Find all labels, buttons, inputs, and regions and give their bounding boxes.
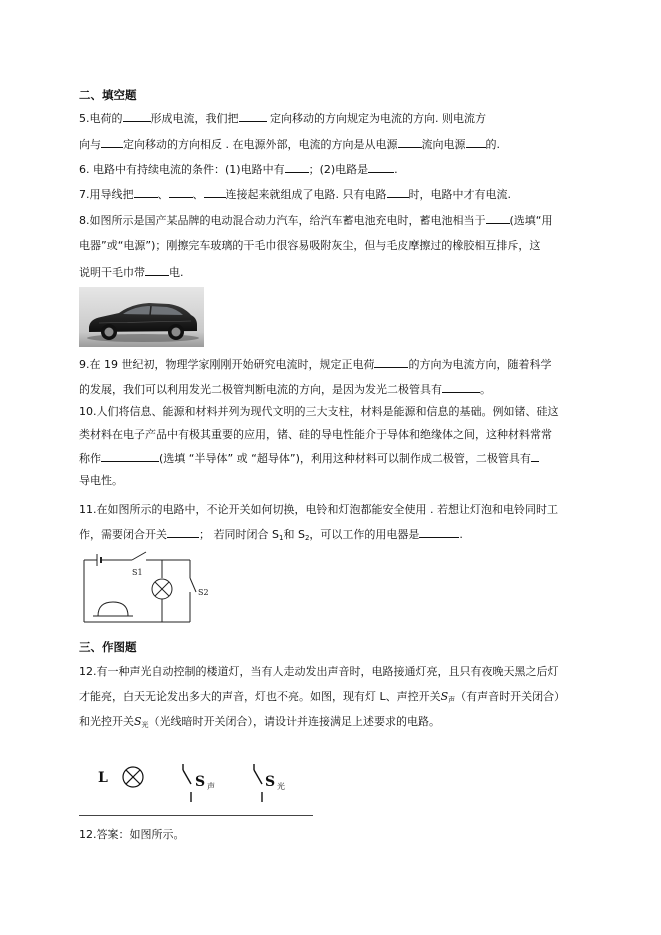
q7-text-1: 7.用导线把 bbox=[79, 188, 134, 201]
question-12-line-3 bbox=[79, 714, 440, 733]
q7-text-3: 、 bbox=[192, 188, 204, 201]
answer-blank bbox=[145, 264, 169, 276]
answer-blank bbox=[169, 186, 193, 198]
q5-text-3: 定向移动的方向规定为电流的方向. 则电流方 bbox=[266, 112, 486, 125]
q11-subscript-1: 1 bbox=[278, 534, 284, 542]
light-switch-icon bbox=[254, 764, 262, 802]
question-12-line-1: 12.有一种声光自动控制的楼道灯，当有人走动发出声音时，电路接通灯亮，且只有夜晚天黑之后灯 bbox=[79, 665, 559, 678]
answer-blank bbox=[167, 526, 199, 538]
q11-subscript-2: 2 bbox=[304, 534, 310, 542]
question-8-line-3 bbox=[79, 264, 184, 281]
question-12-line-2 bbox=[79, 689, 565, 708]
answer-blank bbox=[466, 136, 486, 148]
switch-s1-label: S1 bbox=[132, 568, 143, 577]
q12-text-3: 和光控开关 bbox=[79, 715, 134, 728]
q12-text-2: （有声音时开关闭合） bbox=[455, 690, 566, 703]
car-illustration bbox=[79, 287, 204, 347]
q6-text-3: . bbox=[394, 163, 398, 176]
q6-text-2: ；(2)电路是 bbox=[308, 163, 369, 176]
answer-blank bbox=[285, 161, 309, 173]
q12-switch-symbol: S bbox=[440, 690, 449, 703]
answer-blank bbox=[204, 186, 226, 198]
question-5-line-1 bbox=[79, 110, 486, 127]
answer-blank bbox=[442, 381, 480, 393]
q9-text-3: 的发展，我们可以利用发光二极管判断电流的方向，是因为发光二极管具有 bbox=[79, 383, 442, 396]
q12-light-switch-symbol: S bbox=[134, 715, 142, 728]
q9-text-2: 的方向为电流方向，随着科学 bbox=[408, 358, 552, 371]
answer-blank bbox=[398, 136, 422, 148]
q9-text-1: 9.在 19 世纪初，物理学家刚刚开始研究电流时，规定正电荷 bbox=[79, 358, 375, 371]
answer-blank bbox=[374, 356, 408, 368]
q10-text-1: 称作 bbox=[79, 452, 101, 465]
question-11-line-2 bbox=[79, 526, 463, 546]
sound-switch-icon bbox=[183, 764, 191, 802]
section-fill-title: 二、填空题 bbox=[79, 88, 137, 102]
section-draw-title: 三、作图题 bbox=[79, 640, 137, 654]
answer-blank bbox=[101, 136, 123, 148]
switch-s2-label: S2 bbox=[198, 588, 209, 597]
question-10-line-2: 类材料在电子产品中有极其重要的应用，锗、硅的导电性能介于导体和绝缘体之间，这种材料常常 bbox=[79, 428, 552, 441]
answer-blank bbox=[387, 186, 409, 198]
q5-text-1: 5.电荷的 bbox=[79, 112, 123, 125]
lamp-icon bbox=[123, 767, 143, 787]
q7-text-2: 、 bbox=[157, 188, 169, 201]
answer-blank bbox=[101, 450, 159, 462]
answer-blank bbox=[239, 110, 267, 122]
q11-text-4: ，可以工作的用电器是 bbox=[309, 528, 420, 541]
q5-text-2: 形成电流，我们把 bbox=[150, 112, 239, 125]
question-5-line-2 bbox=[79, 136, 500, 153]
q10-text-2: (选填 “半导体” 或 “超导体”)，利用这种材料可以制作成二极管，二极管具有 bbox=[159, 452, 531, 465]
q5-text-5: 定向移动的方向相反 . 在电源外部，电流的方向是从电源 bbox=[123, 138, 398, 151]
q5-text-6: 流向电源 bbox=[421, 138, 466, 151]
light-switch-label: S bbox=[265, 774, 276, 790]
q7-text-4: 连接起来就组成了电路. 只有电路 bbox=[225, 188, 387, 201]
question-11-line-1: 11.在如图所示的电路中，不论开关如何切换，电铃和灯泡都能安全使用 . 若想让灯泡和电铃同时工 bbox=[79, 503, 558, 516]
answer-blank bbox=[419, 526, 459, 538]
circuit-diagram-q11 bbox=[82, 550, 212, 626]
question-7 bbox=[79, 186, 511, 203]
q9-text-4: 。 bbox=[480, 383, 491, 396]
q12-text-1: 才能亮，白天无论发出多大的声音，灯也不亮。如图，现有灯 L、声控开关 bbox=[79, 690, 441, 703]
q5-text-4: 向与 bbox=[79, 138, 101, 151]
question-8-line-1 bbox=[79, 212, 553, 229]
question-9-line-1 bbox=[79, 356, 551, 373]
q12-text-4: （光线暗时开关闭合），请设计并连接满足上述要求的电路。 bbox=[148, 715, 441, 728]
q8-text-1: 8.如图所示是国产某品牌的电动混合动力汽车，给汽车蓄电池充电时，蓄电池相当于 bbox=[79, 214, 486, 227]
question-10-line-4: 导电性。 bbox=[79, 474, 123, 487]
circuit-svg bbox=[82, 550, 212, 626]
lamp-label: L bbox=[98, 770, 108, 786]
q11-text-5: . bbox=[459, 528, 463, 541]
q5-text-7: 的. bbox=[485, 138, 500, 151]
answer-blank bbox=[368, 161, 394, 173]
components-q12 bbox=[95, 760, 305, 804]
q8-text-2: (选填“用 bbox=[509, 214, 553, 227]
answer-blank bbox=[123, 110, 151, 122]
divider bbox=[79, 815, 313, 816]
question-10-line-1: 10.人们将信息、能源和材料并列为现代文明的三大支柱，材料是能源和信息的基础。例如锗、硅这 bbox=[79, 405, 559, 418]
q11-text-1: 作，需要闭合开关 bbox=[79, 528, 167, 541]
q12-light-switch-symbol-sub: 光 bbox=[141, 721, 149, 729]
answer-blank bbox=[531, 450, 539, 462]
question-8-line-2: 电器”或“电源”)；刚擦完车玻璃的干毛巾很容易吸附灰尘，但与毛皮摩擦过的橡胶相互排斥，这 bbox=[79, 239, 541, 252]
q11-text-2: ； 若同时闭合 S bbox=[199, 528, 279, 541]
q6-text-1: 6. 电路中有持续电流的条件：(1)电路中有 bbox=[79, 163, 285, 176]
q8-text-4: 电. bbox=[169, 266, 184, 279]
q7-text-5: 时，电路中才有电流. bbox=[408, 188, 511, 201]
light-switch-sub: 光 bbox=[277, 782, 285, 791]
question-9-line-2 bbox=[79, 381, 491, 398]
question-6 bbox=[79, 161, 398, 178]
sound-switch-sub: 声 bbox=[207, 782, 215, 791]
components-svg bbox=[95, 760, 305, 804]
question-10-line-3 bbox=[79, 450, 539, 467]
answer-blank bbox=[486, 212, 510, 224]
question-12-answer: 12.答案：如图所示。 bbox=[79, 828, 185, 841]
q11-text-3: 和 S bbox=[283, 528, 305, 541]
car-photo bbox=[79, 287, 204, 347]
q8-text-3: 说明干毛巾带 bbox=[79, 266, 145, 279]
answer-blank bbox=[134, 186, 158, 198]
sound-switch-label: S bbox=[195, 774, 206, 790]
q12-switch-symbol-sub: 声 bbox=[448, 696, 456, 704]
